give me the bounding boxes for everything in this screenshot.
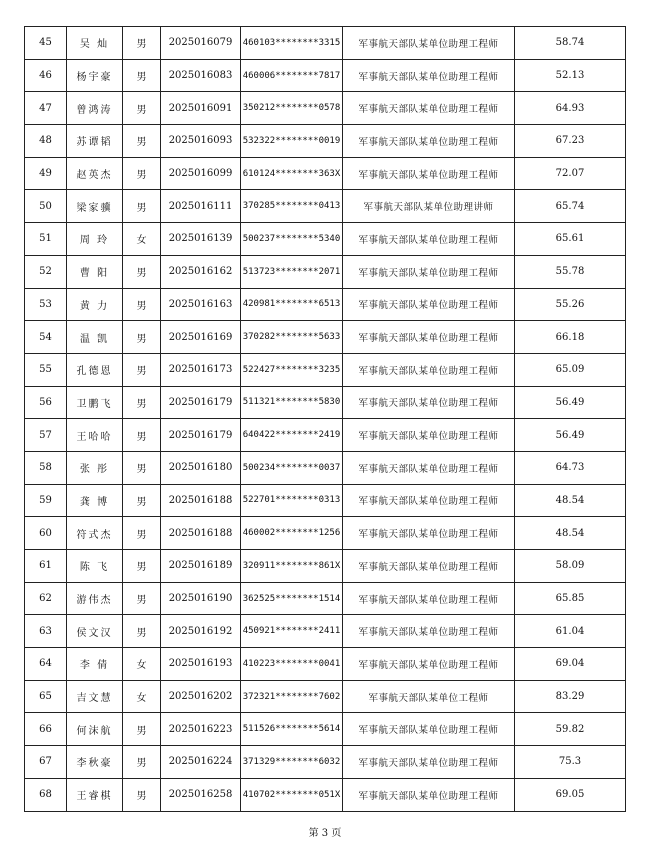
- cell-id-no: 511321********5830: [241, 386, 343, 419]
- cell-id-no: 513723********2071: [241, 255, 343, 288]
- cell-ticket-no: 2025016162: [161, 255, 241, 288]
- cell-name: 侯文汉: [67, 615, 123, 648]
- cell-gender: 男: [123, 92, 161, 125]
- cell-ticket-no: 2025016163: [161, 288, 241, 321]
- cell-position: 军事航天部队某单位助理工程师: [343, 746, 515, 779]
- cell-seq-no: 47: [25, 92, 67, 125]
- cell-score: 48.54: [515, 517, 626, 550]
- cell-ticket-no: 2025016091: [161, 92, 241, 125]
- cell-ticket-no: 2025016099: [161, 157, 241, 190]
- cell-seq-no: 66: [25, 713, 67, 746]
- cell-id-no: 460002********1256: [241, 517, 343, 550]
- cell-ticket-no: 2025016192: [161, 615, 241, 648]
- cell-position: 军事航天部队某单位助理工程师: [343, 517, 515, 550]
- table-body: [25, 27, 626, 812]
- cell-score: 75.3: [515, 746, 626, 779]
- cell-name: 王哈哈: [67, 419, 123, 452]
- cell-ticket-no: 2025016223: [161, 713, 241, 746]
- cell-gender: 男: [123, 386, 161, 419]
- cell-score: 58.09: [515, 550, 626, 583]
- cell-id-no: 450921********2411: [241, 615, 343, 648]
- cell-id-no: 522427********3235: [241, 353, 343, 386]
- cell-score: 52.13: [515, 59, 626, 92]
- cell-seq-no: 63: [25, 615, 67, 648]
- table-row: [25, 615, 626, 648]
- cell-score: 67.23: [515, 125, 626, 158]
- cell-name: 陈 飞: [67, 550, 123, 583]
- cell-gender: 男: [123, 517, 161, 550]
- cell-score: 72.07: [515, 157, 626, 190]
- cell-gender: 男: [123, 157, 161, 190]
- cell-seq-no: 45: [25, 27, 67, 60]
- cell-name: 吴 灿: [67, 27, 123, 60]
- cell-score: 65.85: [515, 582, 626, 615]
- cell-position: 军事航天部队某单位助理工程师: [343, 778, 515, 811]
- cell-gender: 女: [123, 648, 161, 681]
- cell-seq-no: 67: [25, 746, 67, 779]
- cell-name: 游伟杰: [67, 582, 123, 615]
- cell-gender: 女: [123, 680, 161, 713]
- cell-score: 66.18: [515, 321, 626, 354]
- cell-gender: 男: [123, 713, 161, 746]
- cell-id-no: 500234********0037: [241, 451, 343, 484]
- cell-seq-no: 58: [25, 451, 67, 484]
- cell-score: 58.74: [515, 27, 626, 60]
- cell-ticket-no: 2025016202: [161, 680, 241, 713]
- cell-ticket-no: 2025016173: [161, 353, 241, 386]
- cell-name: 张 彤: [67, 451, 123, 484]
- cell-name: 孔德恩: [67, 353, 123, 386]
- cell-score: 64.93: [515, 92, 626, 125]
- cell-id-no: 522701********0313: [241, 484, 343, 517]
- cell-ticket-no: 2025016179: [161, 419, 241, 452]
- cell-id-no: 370285********0413: [241, 190, 343, 223]
- cell-gender: 男: [123, 615, 161, 648]
- table-row: [25, 451, 626, 484]
- cell-name: 曹 阳: [67, 255, 123, 288]
- cell-ticket-no: 2025016188: [161, 517, 241, 550]
- cell-position: 军事航天部队某单位助理工程师: [343, 125, 515, 158]
- cell-seq-no: 64: [25, 648, 67, 681]
- cell-seq-no: 53: [25, 288, 67, 321]
- cell-score: 64.73: [515, 451, 626, 484]
- cell-position: 军事航天部队某单位助理工程师: [343, 157, 515, 190]
- cell-name: 杨宇豪: [67, 59, 123, 92]
- cell-score: 56.49: [515, 419, 626, 452]
- cell-gender: 男: [123, 59, 161, 92]
- table-row: [25, 353, 626, 386]
- cell-name: 何沫航: [67, 713, 123, 746]
- cell-seq-no: 57: [25, 419, 67, 452]
- cell-score: 83.29: [515, 680, 626, 713]
- cell-position: 军事航天部队某单位助理工程师: [343, 648, 515, 681]
- cell-name: 梁家骥: [67, 190, 123, 223]
- cell-name: 龚 博: [67, 484, 123, 517]
- cell-position: 军事航天部队某单位助理工程师: [343, 255, 515, 288]
- table-row: [25, 59, 626, 92]
- cell-name: 曾鸿涛: [67, 92, 123, 125]
- cell-gender: 男: [123, 550, 161, 583]
- cell-position: 军事航天部队某单位助理讲师: [343, 190, 515, 223]
- cell-gender: 男: [123, 255, 161, 288]
- table-row: [25, 321, 626, 354]
- cell-id-no: 371329********6032: [241, 746, 343, 779]
- cell-gender: 女: [123, 223, 161, 256]
- cell-ticket-no: 2025016193: [161, 648, 241, 681]
- cell-seq-no: 61: [25, 550, 67, 583]
- cell-gender: 男: [123, 27, 161, 60]
- cell-position: 军事航天部队某单位助理工程师: [343, 451, 515, 484]
- cell-position: 军事航天部队某单位助理工程师: [343, 321, 515, 354]
- cell-position: 军事航天部队某单位工程师: [343, 680, 515, 713]
- cell-position: 军事航天部队某单位助理工程师: [343, 484, 515, 517]
- cell-score: 48.54: [515, 484, 626, 517]
- table-row: [25, 648, 626, 681]
- cell-name: 周 玲: [67, 223, 123, 256]
- table-row: [25, 223, 626, 256]
- cell-score: 55.26: [515, 288, 626, 321]
- table-row: [25, 386, 626, 419]
- cell-position: 军事航天部队某单位助理工程师: [343, 353, 515, 386]
- cell-gender: 男: [123, 353, 161, 386]
- cell-seq-no: 46: [25, 59, 67, 92]
- cell-name: 李秋豪: [67, 746, 123, 779]
- cell-score: 59.82: [515, 713, 626, 746]
- cell-gender: 男: [123, 778, 161, 811]
- cell-id-no: 320911********861X: [241, 550, 343, 583]
- table-row: [25, 484, 626, 517]
- cell-position: 军事航天部队某单位助理工程师: [343, 615, 515, 648]
- cell-ticket-no: 2025016179: [161, 386, 241, 419]
- cell-ticket-no: 2025016190: [161, 582, 241, 615]
- cell-ticket-no: 2025016079: [161, 27, 241, 60]
- cell-position: 军事航天部队某单位助理工程师: [343, 582, 515, 615]
- cell-name: 苏谭韬: [67, 125, 123, 158]
- cell-id-no: 640422********2419: [241, 419, 343, 452]
- cell-id-no: 410702********051X: [241, 778, 343, 811]
- cell-position: 军事航天部队某单位助理工程师: [343, 59, 515, 92]
- cell-name: 黄 力: [67, 288, 123, 321]
- cell-id-no: 610124********363X: [241, 157, 343, 190]
- cell-seq-no: 68: [25, 778, 67, 811]
- cell-name: 卫鹏飞: [67, 386, 123, 419]
- cell-gender: 男: [123, 321, 161, 354]
- cell-seq-no: 52: [25, 255, 67, 288]
- cell-seq-no: 48: [25, 125, 67, 158]
- table-row: [25, 550, 626, 583]
- cell-seq-no: 51: [25, 223, 67, 256]
- cell-gender: 男: [123, 288, 161, 321]
- cell-score: 61.04: [515, 615, 626, 648]
- cell-score: 65.61: [515, 223, 626, 256]
- cell-score: 55.78: [515, 255, 626, 288]
- cell-position: 军事航天部队某单位助理工程师: [343, 223, 515, 256]
- cell-name: 赵英杰: [67, 157, 123, 190]
- cell-score: 56.49: [515, 386, 626, 419]
- table-row: [25, 517, 626, 550]
- cell-id-no: 500237********5340: [241, 223, 343, 256]
- cell-score: 65.09: [515, 353, 626, 386]
- table-row: [25, 125, 626, 158]
- cell-ticket-no: 2025016258: [161, 778, 241, 811]
- cell-name: 符式杰: [67, 517, 123, 550]
- cell-position: 军事航天部队某单位助理工程师: [343, 419, 515, 452]
- cell-name: 王睿棋: [67, 778, 123, 811]
- table-row: [25, 713, 626, 746]
- cell-score: 65.74: [515, 190, 626, 223]
- cell-ticket-no: 2025016224: [161, 746, 241, 779]
- cell-gender: 男: [123, 746, 161, 779]
- cell-id-no: 372321********7602: [241, 680, 343, 713]
- cell-ticket-no: 2025016093: [161, 125, 241, 158]
- table-row: [25, 746, 626, 779]
- cell-seq-no: 65: [25, 680, 67, 713]
- table-row: [25, 288, 626, 321]
- cell-position: 军事航天部队某单位助理工程师: [343, 550, 515, 583]
- cell-position: 军事航天部队某单位助理工程师: [343, 713, 515, 746]
- cell-ticket-no: 2025016180: [161, 451, 241, 484]
- cell-id-no: 460006********7817: [241, 59, 343, 92]
- cell-seq-no: 59: [25, 484, 67, 517]
- table-row: [25, 419, 626, 452]
- table-row: [25, 190, 626, 223]
- cell-gender: 男: [123, 484, 161, 517]
- cell-seq-no: 54: [25, 321, 67, 354]
- cell-position: 军事航天部队某单位助理工程师: [343, 92, 515, 125]
- cell-gender: 男: [123, 451, 161, 484]
- cell-seq-no: 60: [25, 517, 67, 550]
- cell-id-no: 370282********5633: [241, 321, 343, 354]
- cell-id-no: 460103********3315: [241, 27, 343, 60]
- cell-seq-no: 62: [25, 582, 67, 615]
- cell-position: 军事航天部队某单位助理工程师: [343, 288, 515, 321]
- cell-id-no: 350212********0578: [241, 92, 343, 125]
- cell-seq-no: 49: [25, 157, 67, 190]
- cell-id-no: 420981********6513: [241, 288, 343, 321]
- table-row: [25, 680, 626, 713]
- cell-position: 军事航天部队某单位助理工程师: [343, 386, 515, 419]
- cell-ticket-no: 2025016169: [161, 321, 241, 354]
- cell-id-no: 511526********5614: [241, 713, 343, 746]
- cell-position: 军事航天部队某单位助理工程师: [343, 27, 515, 60]
- page-number: 第 3 页: [308, 828, 342, 839]
- cell-name: 温 凯: [67, 321, 123, 354]
- cell-ticket-no: 2025016188: [161, 484, 241, 517]
- cell-id-no: 532322********0019: [241, 125, 343, 158]
- cell-seq-no: 50: [25, 190, 67, 223]
- table-row: [25, 778, 626, 811]
- table-row: [25, 27, 626, 60]
- cell-score: 69.05: [515, 778, 626, 811]
- cell-ticket-no: 2025016139: [161, 223, 241, 256]
- cell-ticket-no: 2025016189: [161, 550, 241, 583]
- cell-gender: 男: [123, 125, 161, 158]
- cell-gender: 男: [123, 419, 161, 452]
- cell-id-no: 410223********0041: [241, 648, 343, 681]
- cell-gender: 男: [123, 582, 161, 615]
- cell-score: 69.04: [515, 648, 626, 681]
- cell-name: 李 倩: [67, 648, 123, 681]
- table-row: [25, 582, 626, 615]
- cell-seq-no: 55: [25, 353, 67, 386]
- cell-gender: 男: [123, 190, 161, 223]
- table-row: [25, 157, 626, 190]
- table-row: [25, 255, 626, 288]
- cell-id-no: 362525********1514: [241, 582, 343, 615]
- table-row: [25, 92, 626, 125]
- candidate-score-table: [24, 26, 626, 812]
- cell-name: 吉文慧: [67, 680, 123, 713]
- cell-seq-no: 56: [25, 386, 67, 419]
- cell-ticket-no: 2025016083: [161, 59, 241, 92]
- cell-ticket-no: 2025016111: [161, 190, 241, 223]
